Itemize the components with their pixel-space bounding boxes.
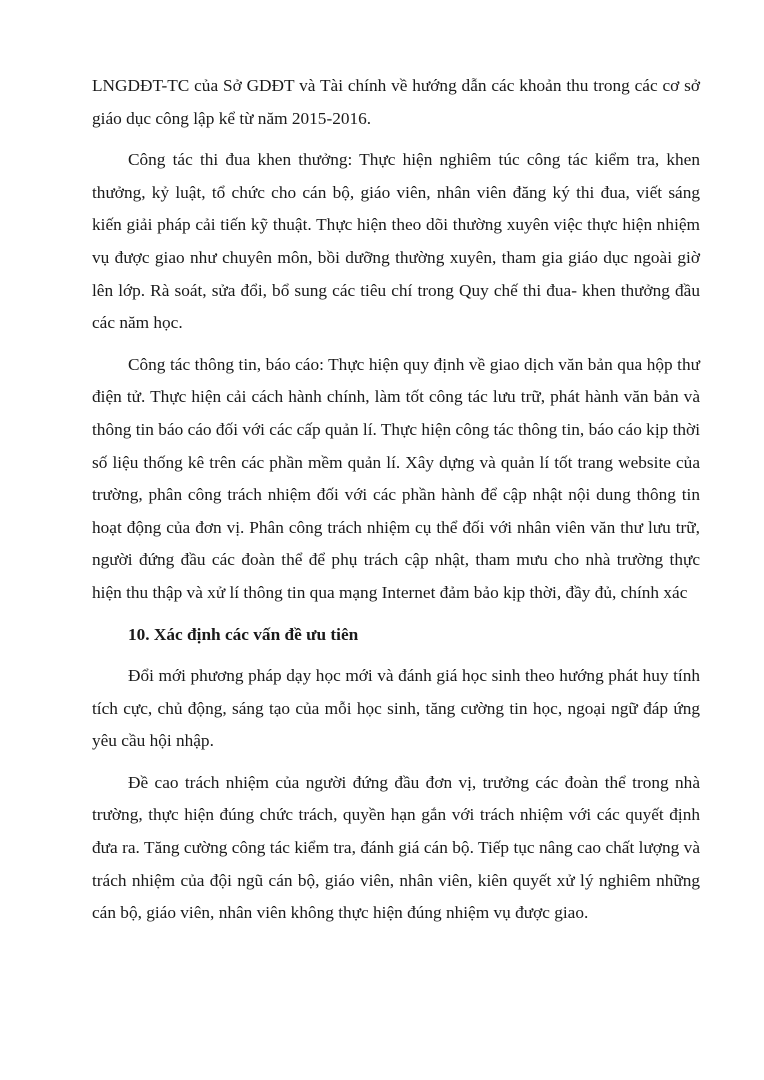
paragraph-leadership-responsibility: Đề cao trách nhiệm của người đứng đầu đơn vị, trưởng các đoàn thể trong nhà trường, thực hiện đúng chức trách, quyền hạn gắn với trách nhiệm với các quyết định đưa ra. Tăng cường công tác kiểm tra, đánh giá cán bộ. Tiếp tục nâng cao chất lượng và trách nhiệm của đội ngũ cán bộ, giáo viên, nhân viên, kiên quyết xử lý nghiêm những cán bộ, giáo viên, nhân viên không thực hiện đúng nhiệm vụ được giao. [92, 772, 700, 923]
section-heading: 10. Xác định các vấn đề ưu tiên [128, 624, 359, 644]
document-page [92, 70, 700, 939]
paragraph-continuation: LNGDĐT-TC của Sở GDĐT và Tài chính về hướng dẫn các khoản thu trong các cơ sở giáo dục công lập kể từ năm 2015-2016. [92, 76, 700, 128]
paragraph-emulation-rewards: Công tác thi đua khen thưởng: Thực hiện nghiêm túc công tác kiểm tra, khen thưởng, kỷ luật, tổ chức cho cán bộ, giáo viên, nhân viên đăng ký thi đua, viết sáng kiến giải pháp cải tiến kỹ thuật. Thực hiện theo dõi thường xuyên việc thực hiện nhiệm vụ được giao như chuyên môn, bồi dưỡng thường xuyên, tham gia giáo dục ngoài giờ lên lớp. Rà soát, sửa đổi, bổ sung các tiêu chí trong Quy chế thi đua- khen thưởng đầu các năm học. [92, 150, 700, 333]
paragraph-information-reporting: Công tác thông tin, báo cáo: Thực hiện quy định về giao dịch văn bản qua hộp thư điện tử. Thực hiện cải cách hành chính, làm tốt công tác lưu trữ, phát hành văn bản và thông tin báo cáo đối với các cấp quản lí. Thực hiện công tác thông tin, báo cáo kịp thời số liệu thống kê trên các phần mềm quản lí. Xây dựng và quản lí tốt trang website của trường, phân công trách nhiệm đối với các phần hành để cập nhật nội dung thông tin hoạt động của đơn vị. Phân công trách nhiệm cụ thể đối với nhân viên văn thư lưu trữ, người đứng đầu các đoàn thể để phụ trách cập nhật, tham mưu cho nhà trường thực hiện thu thập và xử lí thông tin qua mạng Internet đảm bảo kịp thời, đầy đủ, chính xác [92, 354, 700, 602]
paragraph-teaching-innovation: Đổi mới phương pháp dạy học mới và đánh giá học sinh theo hướng phát huy tính tích cực, chủ động, sáng tạo của mỗi học sinh, tăng cường tin học, ngoại ngữ đáp ứng yêu cầu hội nhập. [92, 666, 700, 751]
